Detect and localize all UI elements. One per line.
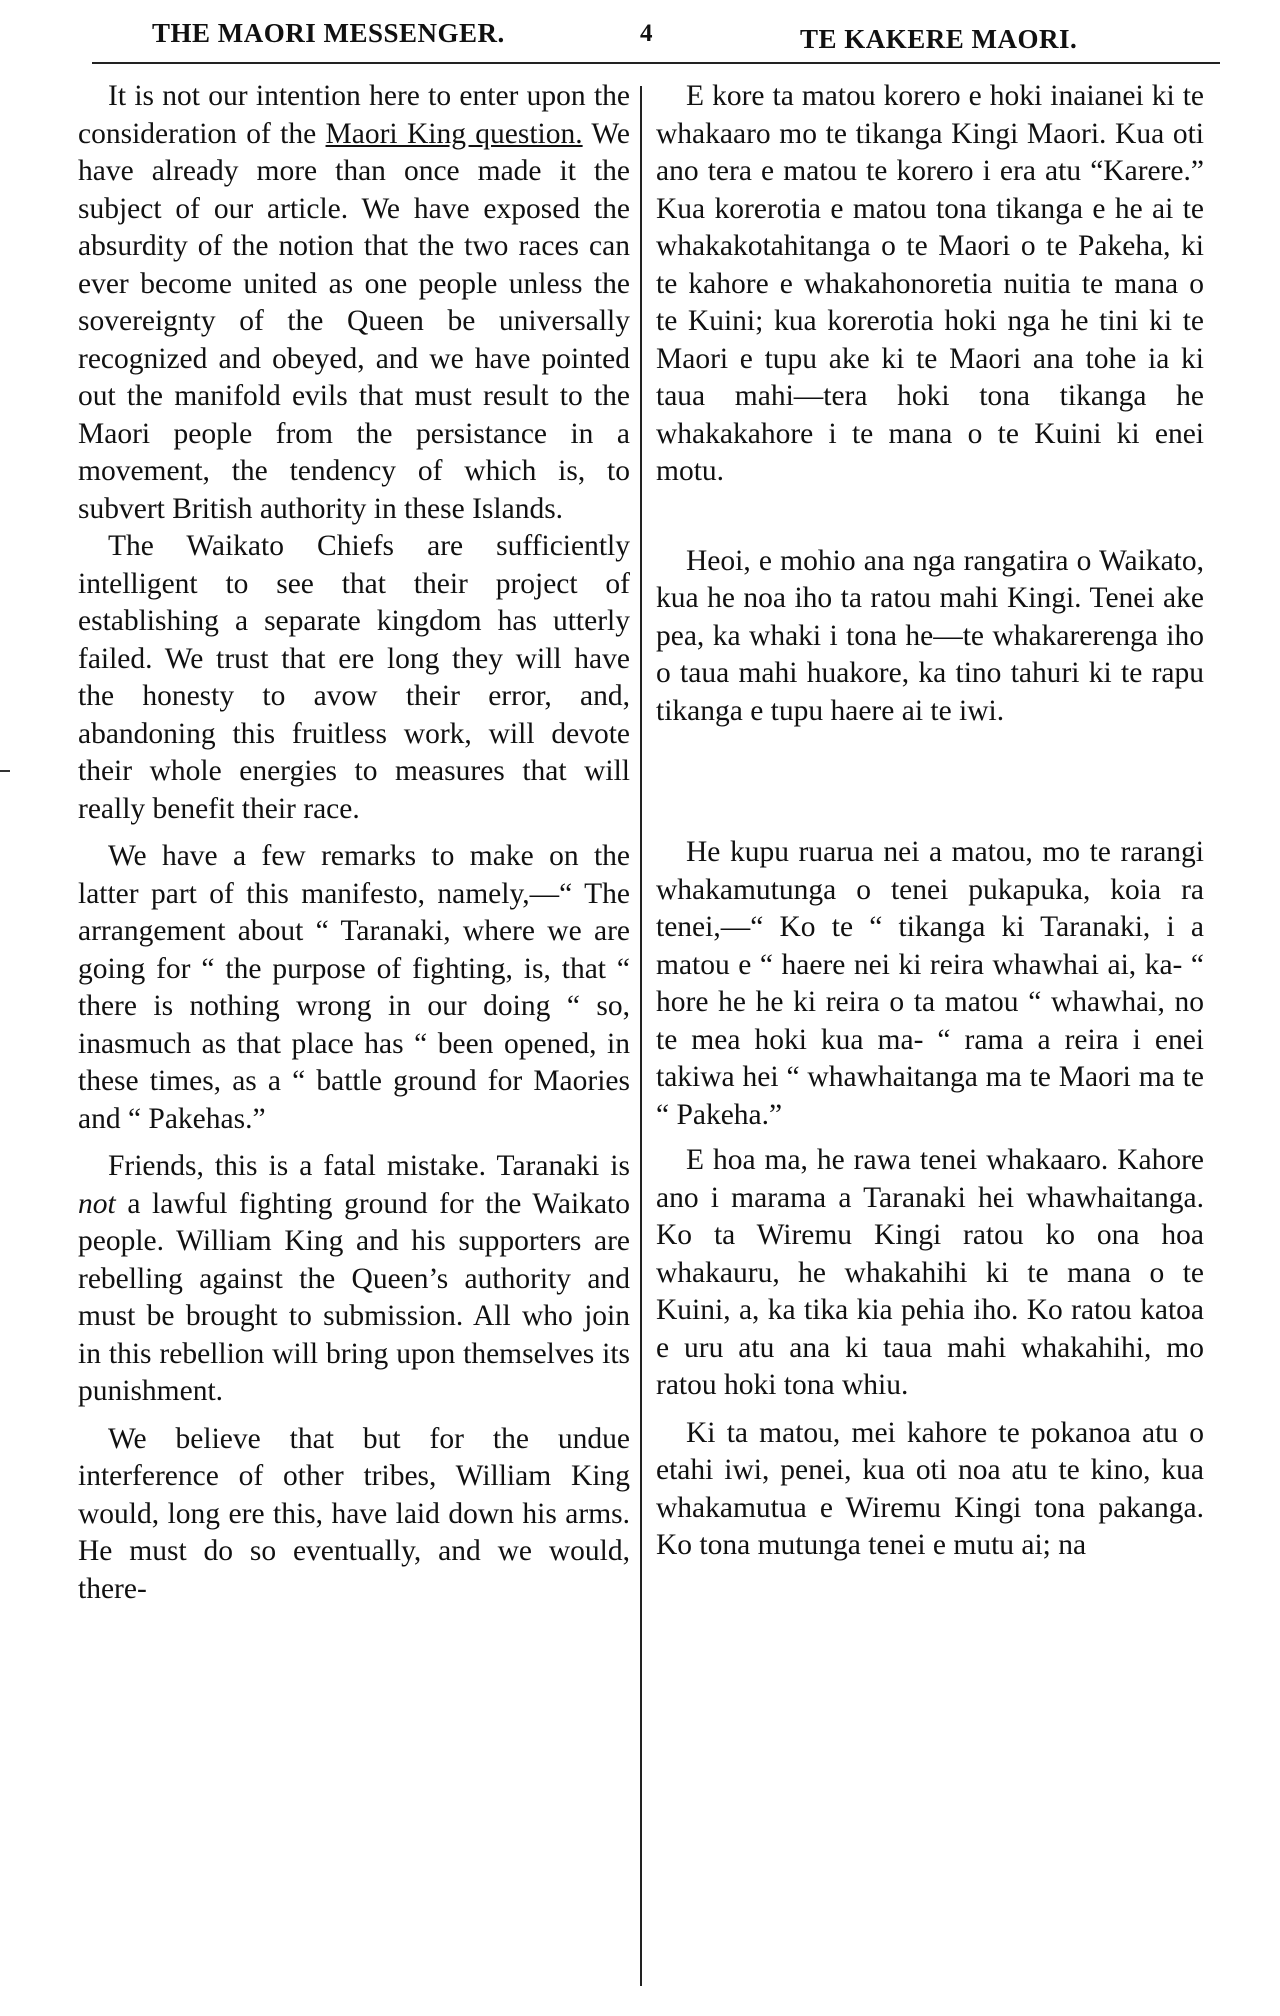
english-masthead-title: THE MAORI MESSENGER. bbox=[152, 18, 505, 48]
maori-king-question-underlined: Maori King question. bbox=[325, 117, 583, 150]
english-paragraph-4-text-b: a lawful fighting ground for the Waikato people. William King and his supporters are rebelling against the Queen’s authority and must be brought to submission. All who join in this rebellion will bring upon themselves its punishment. bbox=[78, 1187, 630, 1407]
english-paragraph-1-text-b: We have already more than once made it the subject of our article. We have exposed the absurdity of the notion that the two races can ever become united as one people unless the sovereignty of the Queen be universally recognized and obeyed, and we have pointed out the manifold evils that must result to the Maori people from the persistance in a movement, the tendency of which is, to subvert British authority in these Islands. bbox=[78, 117, 630, 525]
maori-paragraph-5: Ki ta matou, mei kahore te pokanoa atu o etahi iwi, penei, kua oti noa atu te kino, kua whakamutua e Wiremu Kingi tona pakanga. Ko tona mutunga tenei e mutu ai; na bbox=[656, 1416, 1204, 1561]
english-paragraph-5: We believe that but for the undue interference of other tribes, William King would, long ere this, have laid down his arms. He must do so eventually, and we would, there- bbox=[78, 1422, 630, 1605]
english-paragraph-4 bbox=[78, 1148, 630, 1411]
maori-paragraph-1: E kore ta matou korero e hoki inaianei ki te whakaaro mo te tikanga Kingi Maori. Kua oti ano tera e matou te korero i era atu “Karere.” Kua korerotia e matou tona tikanga e he ai te whakakotahitanga o te Maori o te Pakeha, ki te kahore e whakahonoretia nuitia te mana o te Kuini; kua korerotia hoki nga he tini ki te Maori e tupu ake ki te Maori ana tohe ia ki taua mahi—tera hoki tona tikanga he whakakahore i te mana o te Kuini ki enei motu. bbox=[656, 80, 1204, 487]
page-number: 4 bbox=[640, 20, 653, 47]
emphasis-not: not bbox=[78, 1187, 116, 1220]
english-paragraph-2: The Waikato Chiefs are sufficiently intelligent to see that their project of establishing a separate kingdom has utterly failed. We trust that ere long they will have the honesty to avow their error, and, abandoning this fruitless work, will devote their whole energies to measures that will really benefit their race. bbox=[78, 530, 630, 825]
page-header bbox=[0, 18, 1280, 58]
english-paragraph-3: We have a few remarks to make on the latter part of this manifesto, namely,—“ The arrangement about “ Taranaki, where we are going for “ the purpose of fighting, is, that “ there is nothing wrong in our doing “ so, inasmuch as that place has “ been opened, in these times, as a “ battle ground for Maories and “ Pakehas.” bbox=[78, 840, 630, 1135]
english-column bbox=[78, 78, 630, 1608]
margin-mark bbox=[0, 770, 10, 772]
maori-column bbox=[656, 78, 1204, 1565]
column-divider bbox=[640, 86, 642, 1986]
english-paragraph-1 bbox=[78, 78, 630, 528]
maori-paragraph-2: Heoi, e mohio ana nga rangatira o Waikato, kua he noa iho ta ratou mahi Kingi. Tenei ake pea, ka whaki i tona he—te whakarerenga iho o taua mahi huakore, ka tino tahuri ki te rapu tikanga e tupu haere ai te iwi. bbox=[656, 544, 1204, 727]
maori-paragraph-4: E hoa ma, he rawa tenei whakaaro. Kahore ano i marama a Taranaki hei whawhaitanga. Ko ta Wiremu Kingi ratou ko ona hoa whakauru, he whakahihi ki te mana o te Kuini, a, ka tika kia pehia iho. Ko ratou katoa e uru atu ana ki taua mahi whakahihi, mo ratou hoki tona whiu. bbox=[656, 1144, 1204, 1401]
english-paragraph-1-text-a: It is not our intention here to enter upon the consideration of the bbox=[78, 80, 630, 150]
maori-masthead-title: TE KAKERE MAORI. bbox=[800, 24, 1078, 54]
maori-paragraph-3: He kupu ruarua nei a matou, mo te rarangi whakamutunga o tenei pukapuka, koia ra tenei,—“ Ko te “ tikanga ki Taranaki, i a matou e “ haere nei ki reira whawhai ai, ka- “ hore he he ki reira o ta matou “ whawhai, no te mea hoki kua ma- “ rama a reira i enei takiwa hei “ whawhaitanga ma te Maori ma te “ Pakeha.” bbox=[656, 836, 1204, 1131]
header-rule bbox=[92, 62, 1220, 64]
english-paragraph-4-text-a: Friends, this is a fatal mistake. Taranaki is bbox=[108, 1150, 630, 1182]
